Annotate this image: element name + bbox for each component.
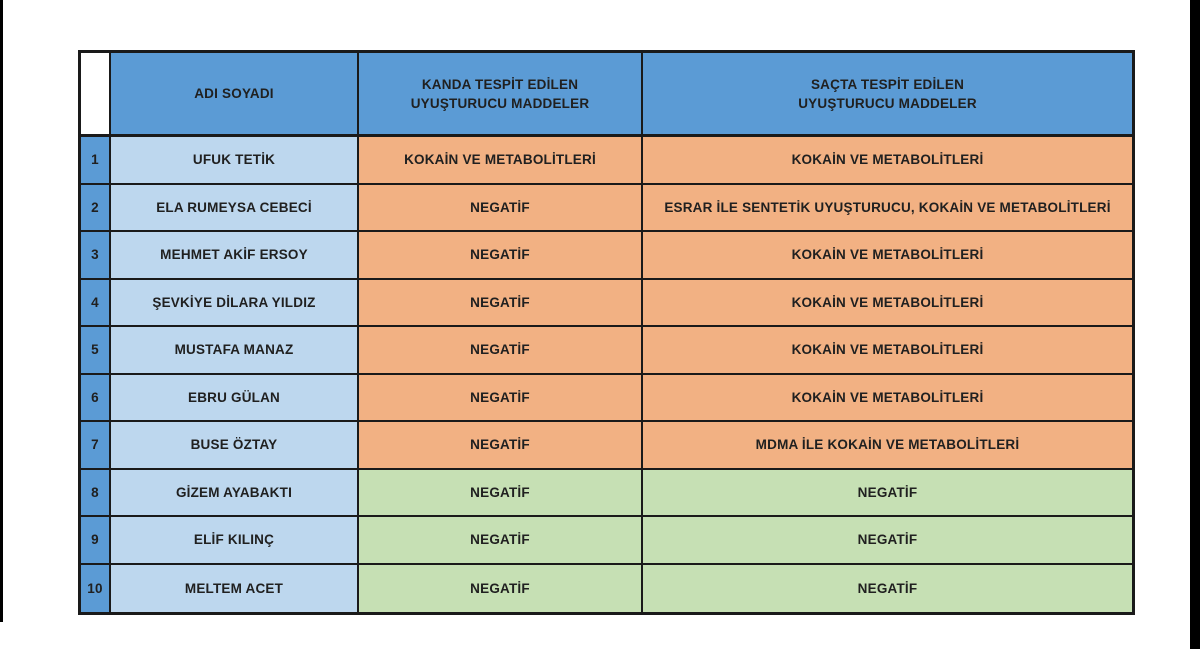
hair-result-cell: NEGATİF: [643, 565, 1132, 613]
column-header-blood-line2: UYUŞTURUCU MADDELER: [410, 95, 590, 111]
row-number: 5: [81, 327, 111, 375]
column-header-hair-line1: SAÇTA TESPİT EDİLEN: [810, 76, 965, 92]
blood-result-cell: NEGATİF: [359, 565, 643, 613]
row-number: 1: [81, 137, 111, 185]
hair-result-cell: KOKAİN VE METABOLİTLERİ: [643, 327, 1132, 375]
drug-test-results-table: [78, 50, 1135, 615]
row-number: 7: [81, 422, 111, 470]
row-number: 2: [81, 185, 111, 233]
blood-result-cell: NEGATİF: [359, 470, 643, 518]
blood-result-cell: KOKAİN VE METABOLİTLERİ: [359, 137, 643, 185]
name-cell: ELİF KILINÇ: [111, 517, 359, 565]
name-cell: ELA RUMEYSA CEBECİ: [111, 185, 359, 233]
right-edge-bar: [1190, 0, 1200, 649]
column-header-blood: [359, 53, 643, 137]
hair-result-cell: KOKAİN VE METABOLİTLERİ: [643, 137, 1132, 185]
name-cell: UFUK TETİK: [111, 137, 359, 185]
column-header-name: ADI SOYADI: [111, 53, 359, 137]
name-cell: EBRU GÜLAN: [111, 375, 359, 423]
row-number: 9: [81, 517, 111, 565]
hair-result-cell: NEGATİF: [643, 517, 1132, 565]
row-number: 3: [81, 232, 111, 280]
left-edge-bar: [0, 0, 3, 622]
hair-result-cell: KOKAİN VE METABOLİTLERİ: [643, 280, 1132, 328]
blood-result-cell: NEGATİF: [359, 327, 643, 375]
blood-result-cell: NEGATİF: [359, 375, 643, 423]
name-cell: ŞEVKİYE DİLARA YILDIZ: [111, 280, 359, 328]
hair-result-cell: ESRAR İLE SENTETİK UYUŞTURUCU, KOKAİN VE METABOLİTLERİ: [643, 185, 1132, 233]
name-cell: BUSE ÖZTAY: [111, 422, 359, 470]
name-cell: MUSTAFA MANAZ: [111, 327, 359, 375]
name-cell: GİZEM AYABAKTI: [111, 470, 359, 518]
column-header-hair: [643, 53, 1132, 137]
blood-result-cell: NEGATİF: [359, 232, 643, 280]
blood-result-cell: NEGATİF: [359, 280, 643, 328]
hair-result-cell: KOKAİN VE METABOLİTLERİ: [643, 232, 1132, 280]
row-number: 10: [81, 565, 111, 613]
hair-result-cell: MDMA İLE KOKAİN VE METABOLİTLERİ: [643, 422, 1132, 470]
blood-result-cell: NEGATİF: [359, 517, 643, 565]
column-header-hair-line2: UYUŞTURUCU MADDELER: [798, 95, 977, 111]
name-cell: MELTEM ACET: [111, 565, 359, 613]
column-header-blood-line1: KANDA TESPİT EDİLEN: [421, 76, 579, 92]
blood-result-cell: NEGATİF: [359, 185, 643, 233]
hair-result-cell: NEGATİF: [643, 470, 1132, 518]
name-cell: MEHMET AKİF ERSOY: [111, 232, 359, 280]
corner-header-cell: [81, 53, 111, 137]
row-number: 4: [81, 280, 111, 328]
blood-result-cell: NEGATİF: [359, 422, 643, 470]
hair-result-cell: KOKAİN VE METABOLİTLERİ: [643, 375, 1132, 423]
row-number: 6: [81, 375, 111, 423]
row-number: 8: [81, 470, 111, 518]
